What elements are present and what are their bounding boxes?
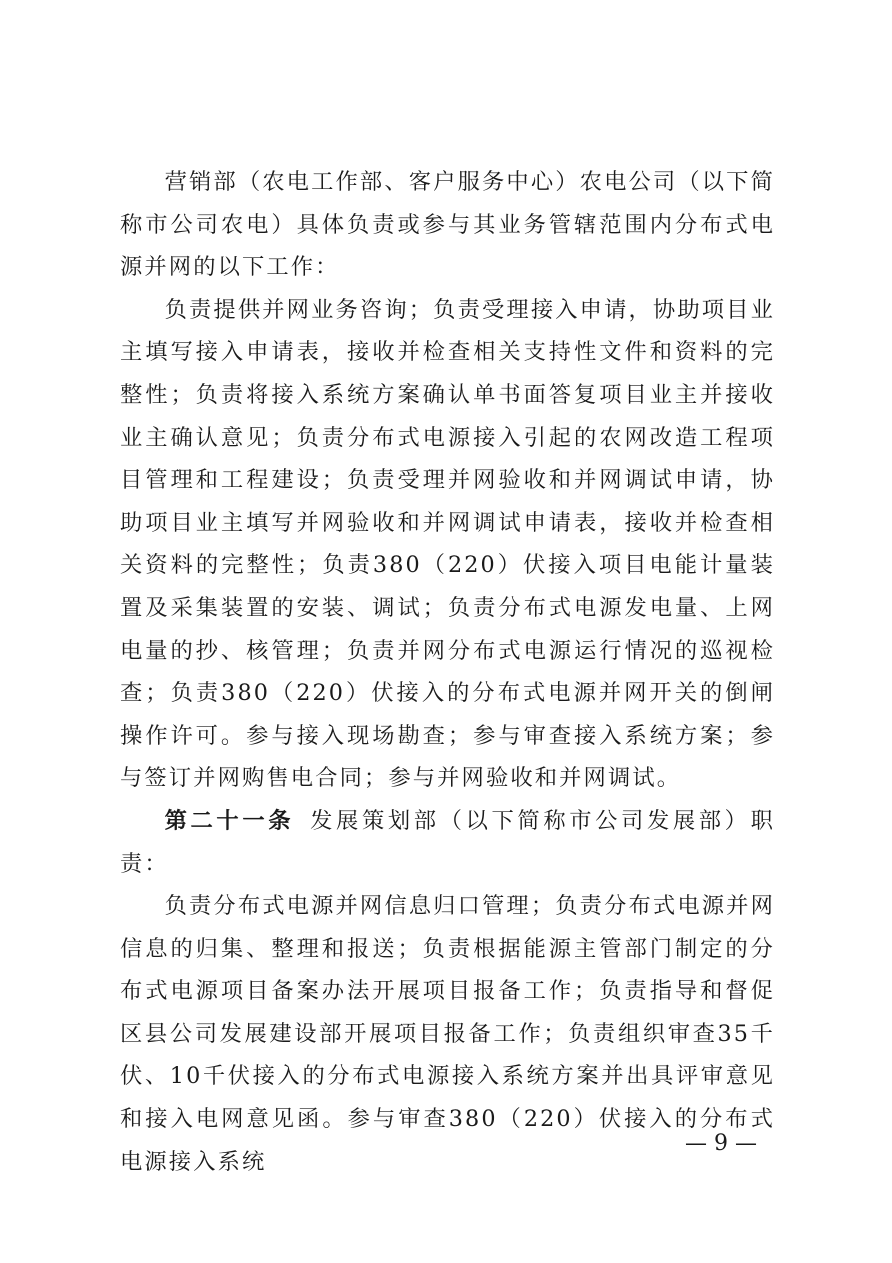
paragraph-marketing-department: 营销部（农电工作部、客户服务中心）农电公司（以下简称市公司农电）具体负责或参与其业务管辖范围内分布式电源并网的以下工作： (120, 169, 775, 281)
page-number: — 9 — (685, 1131, 757, 1156)
document-body (120, 161, 775, 1183)
paragraph-marketing-duties: 负责提供并网业务咨询；负责受理接入申请，协助项目业主填写接入申请表，接收并检查相关支持性文件和资料的完整性；负责将接入系统方案确认单书面答复项目业主并接收业主确认意见；负责分布式电源接入引起的农网改造工程项目管理和工程建设；负责受理并网验收和并网调试申请，协助项目业主填写并网验收和并网调试申请表，接收并检查相关资料的完整性；负责380（220）伏接入项目电能计量装置及采集装置的安装、调试；负责分布式电源发电量、上网电量的抄、核管理；负责并网分布式电源运行情况的巡视检查；负责380（220）伏接入的分布式电源并网开关的倒闸操作许可。参与接入现场勘查；参与审查接入系统方案；参与签订并网购售电合同；参与并网验收和并网调试。 (120, 296, 775, 792)
article-heading: 第二十一条 (164, 807, 295, 834)
paragraph-article-21 (120, 800, 775, 885)
paragraph-development-duties: 负责分布式电源并网信息归口管理；负责分布式电源并网信息的归集、整理和报送；负责根据能源主管部门制定的分布式电源项目备案办法开展项目报备工作；负责指导和督促区县公司发展建设部开展项目报备工作；负责组织审查35千伏、10千伏接入的分布式电源接入系统方案并出具评审意见和接入电网意见函。参与审查380（220）伏接入的分布式电源接入系统 (120, 893, 775, 1175)
page-number-footer (0, 1124, 892, 1164)
article-title-text: 发展策划部（以下简称市公司发展部）职责： (120, 807, 775, 877)
